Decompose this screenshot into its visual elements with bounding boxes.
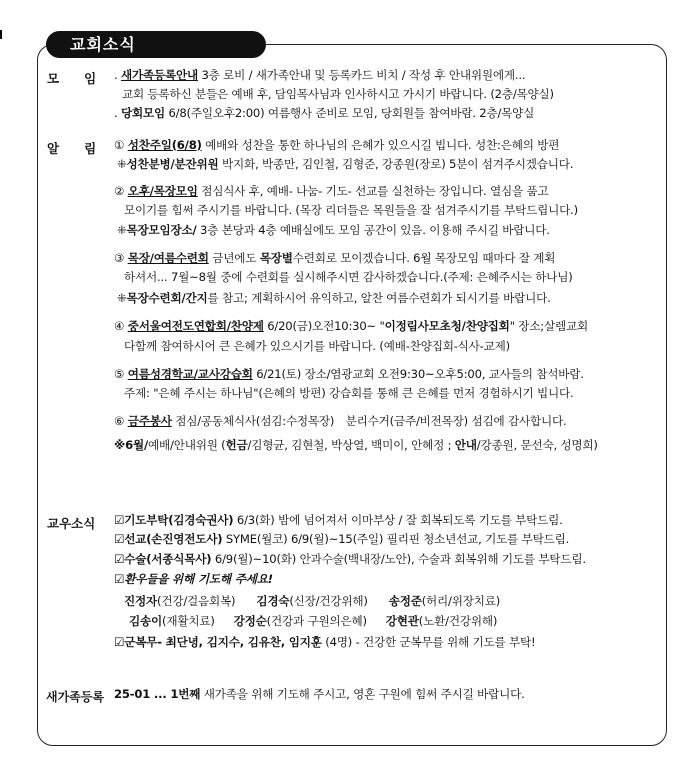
item-title: 새가족등록안내	[120, 68, 198, 82]
member-news-title: 기도부탁(김경숙권사)	[124, 513, 234, 527]
notice-text: /김형균, 김현철, 박상열, 백미이, 안혜정 ;	[247, 438, 455, 452]
notice-text: " 장소;살렘교회	[509, 319, 589, 333]
patient-note: (노환/건강위해)	[418, 614, 498, 628]
notice-6	[114, 412, 566, 430]
new-family-text: 새가족을 위해 기도해 주시고, 영혼 구원에 힘써 주시길 바랍니다.	[200, 687, 525, 701]
item-title: 당회모임	[120, 106, 165, 120]
patient-note: (재활치료)	[162, 614, 215, 628]
patient-row-2	[129, 612, 497, 630]
patient-note: (신장/건강위해)	[289, 594, 368, 608]
number: ⑥	[114, 414, 125, 428]
number: ②	[114, 184, 125, 198]
notice-text: /강종원, 문선숙, 성명희)	[476, 438, 598, 452]
notice-text: 점심/공동체식사(섬김:수정목장) 분리수거(금주/비전목장) 섬김에 감사합니다.	[171, 414, 567, 428]
gathering-label: 모 임	[47, 71, 97, 86]
number: ④	[114, 319, 125, 333]
notice-title: 성찬주일(6/8)	[127, 138, 202, 152]
notice-2-cont: 모이기를 힘써 주시기를 바랍니다. (목장 리더들은 목원들을 잘 섬겨주시기를 부탁드립니다.)	[124, 203, 578, 217]
patient-name: 강정순	[233, 614, 267, 628]
notice-text: 예배/안내위원 (	[147, 438, 226, 452]
patient-name: 김경숙	[256, 594, 290, 608]
gathering-item-1	[114, 66, 525, 84]
notice-4-cont: 다함께 참여하시어 큰 은혜가 있으시기를 바랍니다. (예배-찬양집회-식사-교제)	[124, 339, 510, 353]
notice-text: 6/21(토) 장소/염광교회 오전9:30~오후5:00, 교사들의 참석바람.	[252, 367, 584, 381]
bullet: ⁜	[117, 157, 127, 171]
patient-name: 송정준	[388, 594, 422, 608]
checkbox-icon: ☑	[114, 552, 125, 566]
notice-title: 오후/목장모임	[127, 184, 198, 198]
notice-sub-title: 목장모임장소/	[126, 223, 197, 237]
notice-sub-title: 성찬분병/분잔위원	[126, 157, 219, 171]
notice-2-sub	[117, 221, 550, 239]
member-news-text: SYME(월코) 6/9(월)~15(주일) 필리핀 청소년선교, 기도를 부탁드림.	[222, 532, 570, 546]
notice-text: 예배와 성찬을 통한 하나님의 은혜가 있으시길 빕니다. 성찬:은혜의 방편	[201, 138, 560, 152]
number: ⑤	[114, 367, 125, 381]
checkbox-icon: ☑	[114, 635, 125, 649]
checkbox-icon: ☑	[114, 572, 125, 586]
notice-title: 금주봉사	[127, 414, 172, 428]
bullet: ⁜	[117, 291, 127, 305]
notice-text-emph: 안내	[454, 438, 477, 452]
notice-text-emph: 헌금	[225, 438, 248, 452]
notice-3-sub	[117, 289, 551, 307]
member-news-text: 6/9(월)~10(화) 안과수술(백내장/노안), 수술과 회복위해 기도를 부탁드림.	[211, 552, 586, 566]
notice-5-cont: 주제: "은혜 주시는 하나님"(은혜의 방편) 강습회를 통해 큰 은혜를 먼저 경험하시기 빕니다.	[124, 386, 574, 400]
notice-text: 6/20(금)오전10:30~ "	[263, 319, 385, 333]
new-family-number: 25-01 ... 1번째	[114, 687, 201, 701]
patient-note: (허리/위장치료)	[421, 594, 501, 608]
notice-sub-text: 3층 본당과 4층 예배실에도 모임 공간이 있음. 이용해 주시길 바랍니다.	[196, 223, 550, 237]
checkbox-icon: ☑	[114, 513, 125, 527]
gathering-item-1-cont: 교회 등록하신 분들은 예배 후, 담임목사님과 인사하시고 가시기 바랍니다. (2층/목양실)	[122, 87, 554, 101]
section-title: 교회소식	[46, 31, 266, 58]
notice-1-sub	[117, 155, 573, 173]
item-text: 3층 로비 / 새가족안내 및 등록카드 비치 / 작성 후 안내위원에게...	[197, 68, 526, 82]
notice-text: 점심식사 후, 예배- 나눔- 기도- 선교를 실천하는 장입니다. 열심을 품고	[197, 184, 549, 198]
notice-2	[114, 182, 549, 200]
bullet: .	[114, 68, 121, 82]
notice-sub-title: 목장수련회/간지	[126, 291, 208, 305]
notice-mark: ※6월/	[114, 438, 148, 452]
notice-text-emph: 목장별	[259, 251, 293, 265]
notice-1	[114, 136, 559, 154]
notice-text-emph: 이정림사모초청/찬양집회	[384, 319, 510, 333]
notice-4	[114, 317, 588, 335]
notice-5	[114, 365, 584, 383]
new-family-label: 새가족등록	[46, 690, 104, 704]
notice-7	[114, 436, 598, 454]
member-news-4	[114, 570, 273, 588]
member-news-title: 군복무- 최단녕, 김지수, 김유찬, 임지훈	[124, 635, 322, 649]
member-news-5	[114, 633, 535, 651]
bullet: .	[114, 106, 121, 120]
notice-title: 여름성경학교/교사강습회	[127, 367, 253, 381]
patient-name: 김송이	[129, 614, 162, 628]
notice-sub-text: 를 참고; 계획하시어 유익하고, 알찬 여름수련회가 되시기를 바랍니다.	[207, 291, 551, 305]
member-news-2	[114, 530, 569, 548]
notice-sub-text: 박지화, 박종만, 김인철, 김형준, 강종원(장로) 5분이 섬겨주시겠습니다.	[218, 157, 574, 171]
notice-text: 금년에도	[208, 251, 260, 265]
checkbox-icon: ☑	[114, 532, 125, 546]
member-news-title: 수술(서종식목사)	[124, 552, 212, 566]
patient-row-1	[124, 592, 500, 610]
number: ③	[114, 251, 125, 265]
notice-3-cont: 하셔서... 7월~8월 중에 수련회를 실시해주시면 감사하겠습니다.(주제: 은혜주시는 하나님)	[124, 270, 573, 284]
patient-note: (건강/걸음회복)	[157, 594, 236, 608]
member-news-title: 환우들을 위해 기도해 주세요!	[124, 572, 273, 586]
new-family-line	[114, 685, 525, 703]
patient-name: 진정자	[124, 594, 157, 608]
notice-text: 수련회로 모이겠습니다. 6월 목장모임 때마다 잘 계획	[292, 251, 556, 265]
patient-name: 강현관	[385, 614, 419, 628]
item-text: 6/8(주일오후2:00) 여름행사 준비로 모임, 당회원들 참여바람. 2층/목양실	[164, 106, 535, 120]
member-news-text: 6/3(화) 밤에 넘어져서 이마부상 / 잘 회복되도록 기도를 부탁드림.	[233, 513, 563, 527]
patient-note: (건강과 구원의은혜)	[266, 614, 367, 628]
member-news-text: (4명) - 건강한 군복무를 위해 기도를 부탁!	[321, 635, 536, 649]
notice-title: 중서울여전도연합회/찬양제	[127, 319, 264, 333]
notice-title: 목장/여름수련회	[127, 251, 209, 265]
members-label: 교우소식	[47, 516, 96, 531]
member-news-title: 선교(손진영전도사)	[124, 532, 223, 546]
gathering-item-2	[114, 104, 534, 122]
notice-3	[114, 249, 555, 267]
member-news-3	[114, 550, 586, 568]
bullet: ⁜	[117, 223, 127, 237]
member-news-1	[114, 511, 563, 529]
announcements-label: 알 림	[47, 141, 97, 156]
number: ①	[114, 138, 125, 152]
